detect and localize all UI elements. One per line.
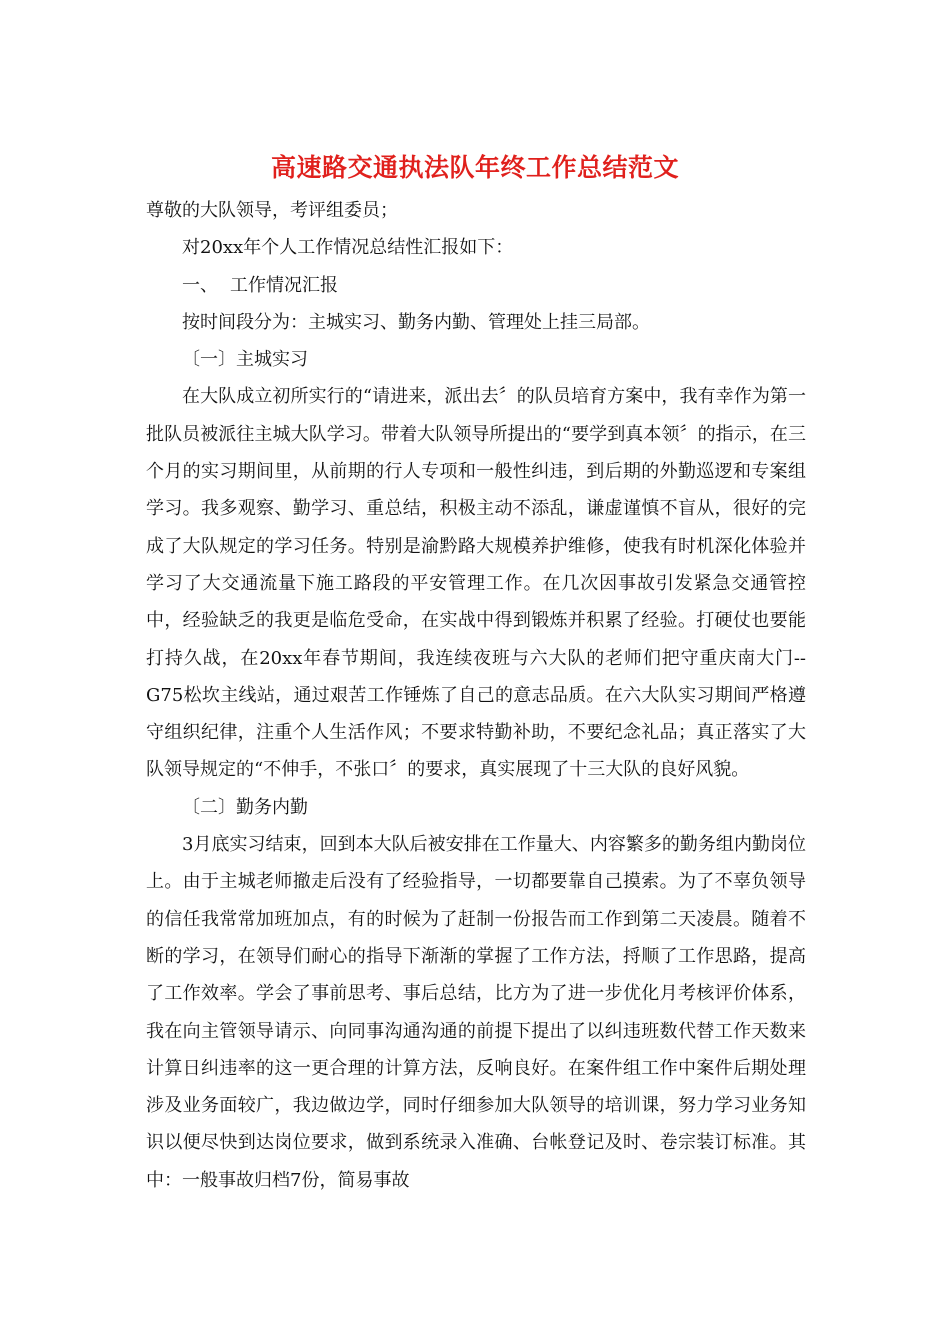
intro-paragraph: 对20xx年个人工作情况总结性汇报如下：: [182, 237, 514, 259]
document-body: [146, 192, 806, 1199]
section-heading: [146, 267, 806, 304]
salutation: 尊敬的大队领导，考评组委员；: [146, 200, 398, 221]
overview-paragraph: 按时间段分为：主城实习、勤务内勤、管理处上挂三局部。: [182, 311, 650, 333]
section-number: 一、: [182, 274, 218, 296]
subsection-paragraph-2: 3月底实习结束，回到本大队后被安排在工作量大、内容繁多的勤务组内勤岗位上。由于主城老师撤走后没有了经验指导，一切都要靠自己摸索。为了不辜负领导的信任我常常加班加点，有的时候为了赶制一份报告而工作到第二天凌晨。随着不断的学习，在领导们耐心的指导下渐渐的掌握了工作方法，捋顺了工作思路，提高了工作效率。学会了事前思考、事后总结，比方为了进一步优化月考核评价体系，我在向主管领导请示、向同事沟通沟通的前提下提出了以纠违班数代替工作天数来计算日纠违率的这一更合理的计算方法，反响良好。在案件组工作中案件后期处理涉及业务面较广，我边做边学，同时仔细参加大队领导的培训课，努力学习业务知识以便尽快到达岗位要求，做到系统录入准确、台帐登记及时、卷宗装订标准。其中：一般事故归档7份，简易事故: [146, 834, 806, 1191]
subsection-heading-1: 〔一〕主城实习: [182, 349, 308, 371]
section-heading-text: 工作情况汇报: [230, 274, 338, 296]
document-title: 高速路交通执法队年终工作总结范文: [270, 153, 679, 182]
subsection-heading-2: 〔二〕勤务内勤: [182, 796, 308, 818]
subsection-paragraph-1: 在大队成立初所实行的“请进来，派出去〞的队员培育方案中，我有幸作为第一批队员被派往主城大队学习。带着大队领导所提出的“要学到真本领〞的指示，在三个月的实习期间里，从前期的行人专项和一般性纠违，到后期的外勤巡逻和专案组学习。我多观察、勤学习、重总结，积极主动不添乱，谦虚谨慎不盲从，很好的完成了大队规定的学习任务。特别是渝黔路大规模养护维修，使我有时机深化体验并学习了大交通流量下施工路段的平安管理工作。在几次因事故引发紧急交通管控中，经验缺乏的我更是临危受命，在实战中得到锻炼并积累了经验。打硬仗也要能打持久战，在20xx年春节期间，我连续夜班与六大队的老师们把守重庆南大门--G75松坎主线站，通过艰苦工作锤炼了自己的意志品质。在六大队实习期间严格遵守组织纪律，注重个人生活作风；不要求特勤补助，不要纪念礼品；真正落实了大队领导规定的“不伸手，不张口〞的要求，真实展现了十三大队的良好风貌。: [146, 386, 806, 781]
